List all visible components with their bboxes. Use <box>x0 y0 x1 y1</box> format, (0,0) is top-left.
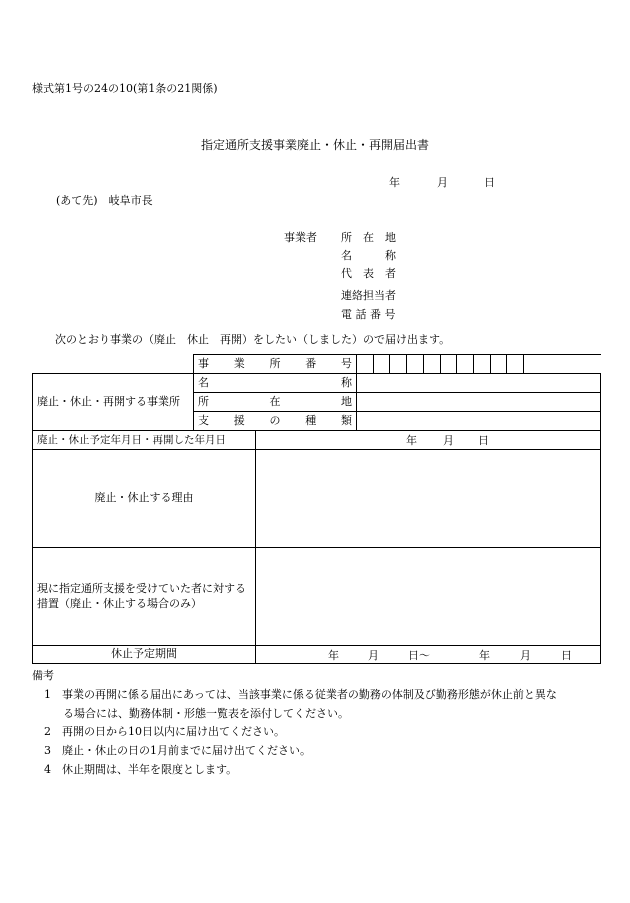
period-end-day: 日 <box>561 649 572 662</box>
office-location-value[interactable] <box>357 393 601 412</box>
period-end-year: 年 <box>479 649 490 662</box>
remarks-item: 1 事業の再開に係る届出にあっては、当該事業に係る従業者の勤務の体制及び勤務形態が休止前と異な <box>44 688 557 701</box>
period-label: 休止予定期間 <box>33 646 256 664</box>
form-number: 様式第1号の24の10(第1条の21関係) <box>32 82 218 95</box>
document-title: 指定通所支援事業廃止・休止・再開届出書 <box>200 138 429 152</box>
office-name-label: 名 称 <box>194 374 357 393</box>
date-year: 年 <box>389 176 400 189</box>
period-start-month: 月 <box>368 649 379 662</box>
applicant-field-name: 名 称 <box>341 249 396 262</box>
period-start-day: 日〜 <box>408 649 430 662</box>
remarks-item: 3 廃止・休止の日の1月前までに届け出てください。 <box>44 744 311 757</box>
applicant-field-contact-person: 連絡担当者 <box>341 289 396 302</box>
date-row-label: 廃止・休止予定年月日・再開した年月日 <box>33 431 256 450</box>
intro-statement: 次のとおり事業の（廃止 休止 再開）をしたい（しました）ので届け出ます。 <box>55 333 451 346</box>
notification-table <box>32 354 601 664</box>
office-number-label: 事 業 所 番 号 <box>194 355 357 374</box>
reason-label: 廃止・休止する理由 <box>33 450 256 548</box>
measures-value[interactable] <box>256 548 601 646</box>
office-name-value[interactable] <box>357 374 601 393</box>
support-type-value[interactable] <box>357 412 601 431</box>
applicant-field-phone: 電 話 番 号 <box>341 308 396 321</box>
reason-value[interactable] <box>256 450 601 548</box>
office-number-boxes[interactable] <box>357 355 601 374</box>
period-value[interactable] <box>256 646 601 664</box>
remarks-item: 2 再開の日から10日以内に届け出てください。 <box>44 725 285 738</box>
period-end-month: 月 <box>520 649 531 662</box>
period-start-year: 年 <box>328 649 339 662</box>
office-group-label: 廃止・休止・再開する事業所 <box>33 374 194 431</box>
addressee: (あて先) 岐阜市長 <box>56 194 153 207</box>
applicant-label: 事業者 <box>284 231 317 244</box>
date-day: 日 <box>484 176 495 189</box>
remarks-item: る場合には、勤務体制・形態一覧表を添付してください。 <box>63 707 349 720</box>
applicant-field-representative: 代 表 者 <box>341 267 396 280</box>
date-row-day: 日 <box>478 434 489 447</box>
applicant-field-location: 所 在 地 <box>341 231 396 244</box>
support-type-label: 支 援 の 種 類 <box>194 412 357 431</box>
date-row-month: 月 <box>443 434 454 447</box>
office-location-label: 所 在 地 <box>194 393 357 412</box>
remarks-heading: 備考 <box>32 669 54 682</box>
date-month: 月 <box>437 176 448 189</box>
measures-label: 現に指定通所支援を受けていた者に対する措置（廃止・休止する場合のみ） <box>33 548 256 646</box>
date-row-value[interactable] <box>256 431 601 450</box>
date-row-year: 年 <box>406 434 417 447</box>
remarks-item: 4 休止期間は、半年を限度とします。 <box>44 763 238 776</box>
